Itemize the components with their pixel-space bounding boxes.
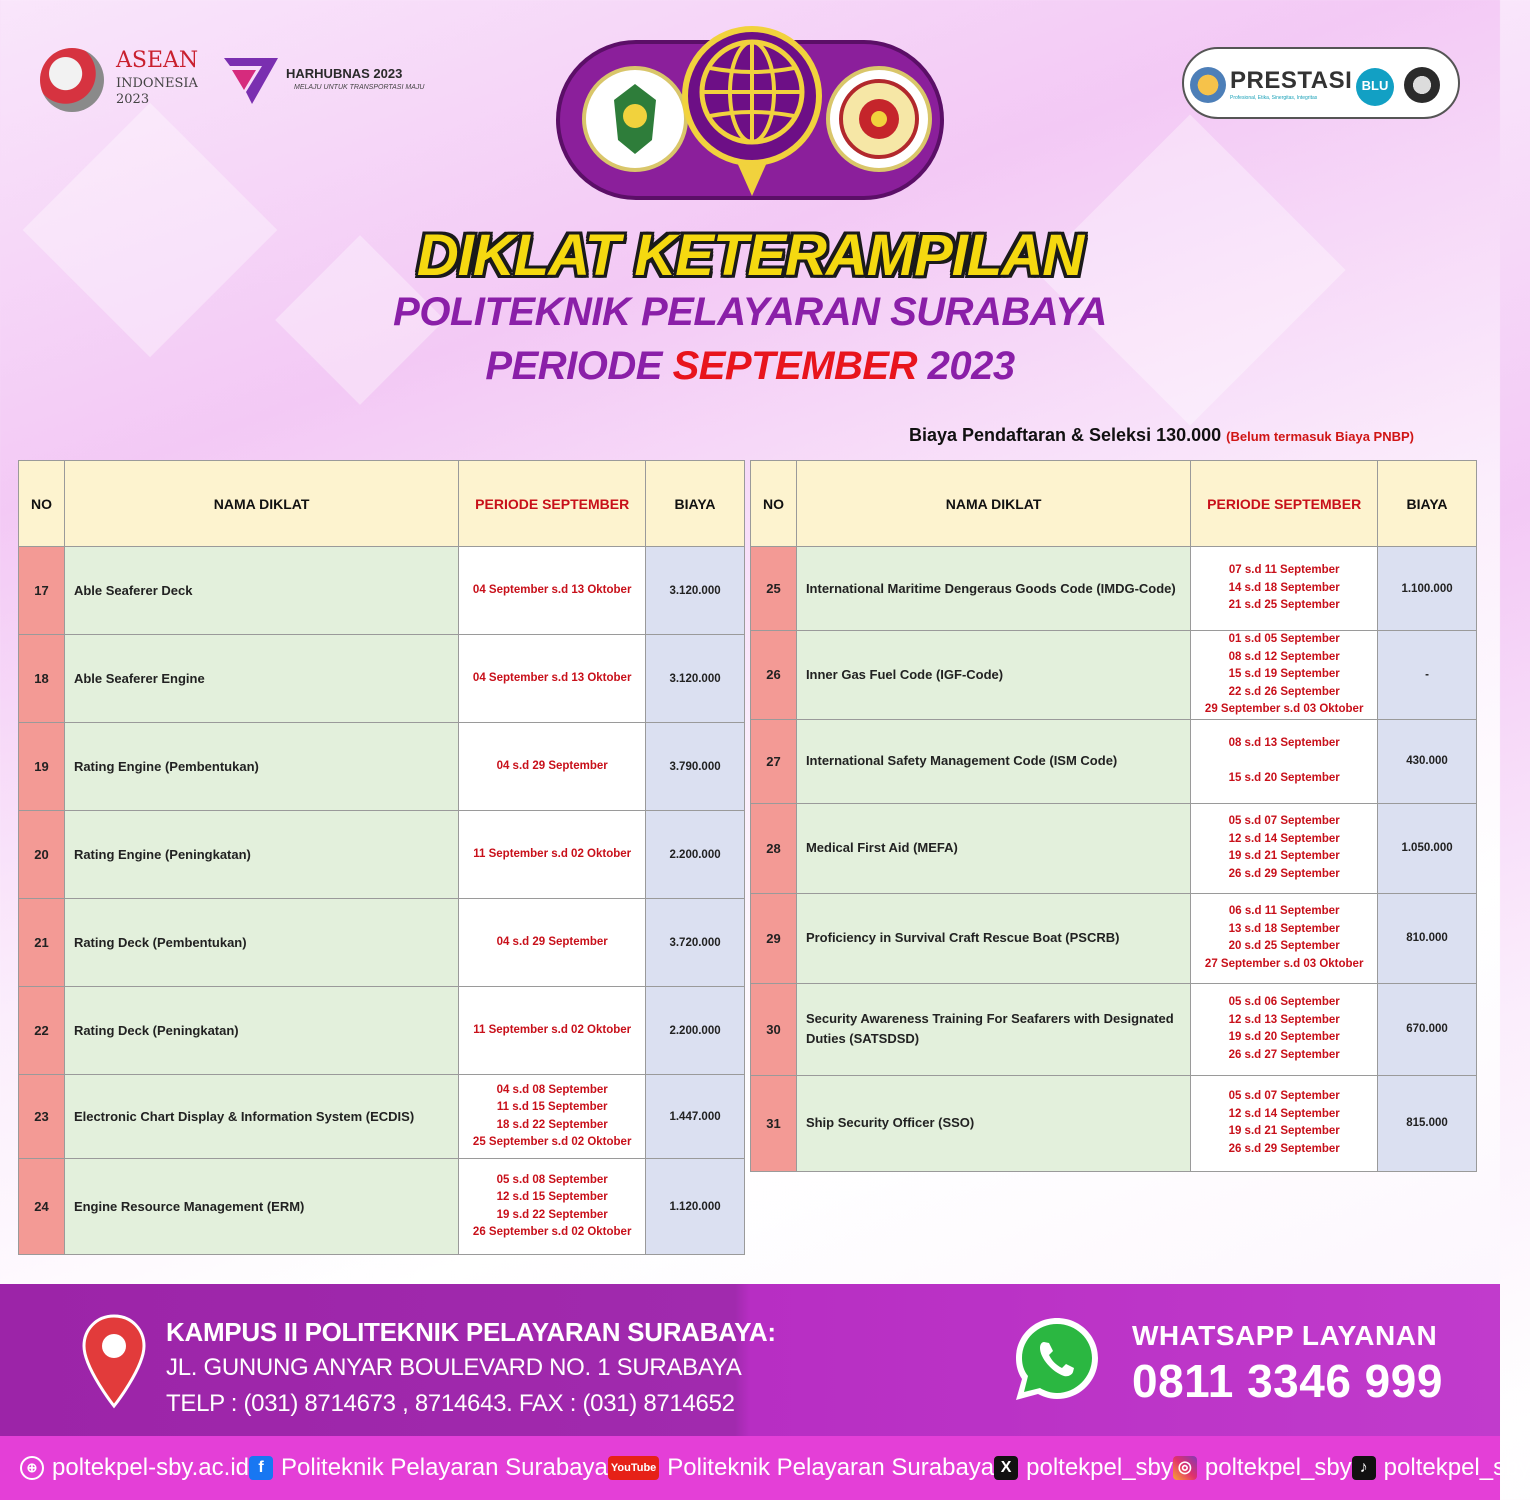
- course-periods: [459, 1159, 646, 1255]
- period-line: 12 s.d 14 September: [1228, 832, 1340, 845]
- course-periods: [1191, 631, 1378, 720]
- schedule-table-left: [18, 460, 745, 1255]
- period-line: 21 s.d 25 September: [1228, 599, 1340, 612]
- registration-fee-disclaimer: (Belum termasuk Biaya PNBP): [1226, 429, 1414, 444]
- whatsapp-contact: [1132, 1318, 1443, 1408]
- prestasi-tagline: Profesional, Etika, Sinergitas, Integritas: [1230, 95, 1318, 101]
- facebook-link[interactable]: Politeknik Pelayaran Surabaya: [281, 1454, 608, 1481]
- asean-country: INDONESIA: [116, 76, 198, 91]
- period-line: 26 s.d 27 September: [1228, 1048, 1340, 1061]
- tiktok-icon: ♪: [1352, 1456, 1376, 1480]
- course-number: 19: [19, 723, 65, 811]
- instagram-link[interactable]: poltekpel_sby: [1204, 1454, 1352, 1481]
- period-line: 25 September s.d 02 Oktober: [472, 1136, 632, 1148]
- course-periods: [1191, 547, 1378, 631]
- campus-address: [166, 1314, 776, 1422]
- course-name: International Maritime Dengeraus Goods Code (IMDG-Code): [796, 547, 1190, 631]
- table-row: [19, 1075, 745, 1159]
- table-row: [751, 803, 1477, 893]
- harhubnas-tagline: MELAJU UNTUK TRANSPORTASI MAJU: [294, 84, 425, 91]
- period-line: 29 September s.d 03 Oktober: [1204, 703, 1364, 715]
- period-year: 2023: [927, 344, 1015, 388]
- column-header-name: NAMA DIKLAT: [64, 461, 458, 547]
- column-header-period: PERIODE SEPTEMBER: [459, 461, 646, 547]
- column-header-name: NAMA DIKLAT: [796, 461, 1190, 547]
- course-name: Rating Deck (Peningkatan): [64, 987, 458, 1075]
- harhubnas-logo: [222, 52, 442, 112]
- course-periods: [459, 723, 646, 811]
- period-line: 12 s.d 14 September: [1228, 1107, 1340, 1120]
- period-line: 11 September s.d 02 Oktober: [473, 847, 632, 860]
- period-line: 05 s.d 07 September: [1228, 815, 1340, 827]
- table-row: [19, 547, 745, 635]
- whatsapp-icon: [1012, 1314, 1102, 1404]
- table-row: [19, 1159, 745, 1255]
- page-title: DIKLAT KETERAMPILAN: [416, 223, 1084, 288]
- period-line: 22 s.d 26 September: [1228, 685, 1340, 698]
- course-fee: -: [1378, 631, 1477, 720]
- period-line: 26 s.d 29 September: [1228, 1142, 1340, 1155]
- table-row: [19, 723, 745, 811]
- page-period: [0, 344, 1500, 389]
- course-fee: 3.120.000: [646, 547, 745, 635]
- column-header-fee: BIAYA: [1378, 461, 1477, 547]
- course-periods: [1191, 983, 1378, 1075]
- social-web[interactable]: [20, 1454, 249, 1482]
- contact-footer: [0, 1284, 1500, 1436]
- period-line: 04 September s.d 13 Oktober: [472, 671, 632, 684]
- course-fee: 3.790.000: [646, 723, 745, 811]
- period-line: 12 s.d 15 September: [496, 1191, 608, 1203]
- registration-fee-label: Biaya Pendaftaran & Seleksi 130.000: [908, 425, 1222, 445]
- period-line: 12 s.d 13 September: [1228, 1013, 1340, 1026]
- whatsapp-label: WHATSAPP LAYANAN: [1132, 1320, 1438, 1351]
- course-name: Rating Deck (Pembentukan): [64, 899, 458, 987]
- course-number: 28: [751, 803, 797, 893]
- course-number: 29: [751, 893, 797, 983]
- course-periods: [459, 1075, 646, 1159]
- course-fee: 2.200.000: [646, 811, 745, 899]
- column-header-period: PERIODE SEPTEMBER: [1191, 461, 1378, 547]
- course-fee: 2.200.000: [646, 987, 745, 1075]
- globe-emblem-icon: [682, 26, 822, 166]
- course-number: 17: [19, 547, 65, 635]
- period-month: SEPTEMBER: [672, 344, 917, 388]
- instagram-icon: ◎: [1173, 1456, 1197, 1480]
- period-line: 19 s.d 20 September: [1228, 1031, 1340, 1043]
- period-line: 05 s.d 07 September: [1228, 1090, 1340, 1102]
- asean-year: 2023: [116, 92, 150, 107]
- period-line: 04 s.d 29 September: [496, 935, 608, 948]
- harhubnas-title: HARHUBNAS 2023: [286, 66, 403, 81]
- course-fee: 3.120.000: [646, 635, 745, 723]
- table-row: [19, 899, 745, 987]
- facebook-icon: f: [249, 1456, 273, 1480]
- period-prefix: PERIODE: [485, 344, 662, 388]
- course-periods: [459, 635, 646, 723]
- period-line: 13 s.d 18 September: [1228, 922, 1340, 935]
- social-youtube[interactable]: [608, 1454, 994, 1482]
- table-row: [751, 983, 1477, 1075]
- period-line: 04 s.d 29 September: [496, 759, 608, 772]
- period-line: 04 s.d 08 September: [496, 1083, 608, 1096]
- whatsapp-number[interactable]: 0811 3346 999: [1132, 1355, 1443, 1407]
- course-periods: [1191, 893, 1378, 983]
- table-row: [19, 811, 745, 899]
- blu-badge: BLU: [1356, 68, 1394, 106]
- social-bar: [0, 1436, 1530, 1500]
- period-line: 19 s.d 21 September: [1228, 850, 1340, 862]
- course-name: Able Seaferer Deck: [64, 547, 458, 635]
- course-number: 30: [751, 983, 797, 1075]
- period-line: 14 s.d 18 September: [1228, 581, 1340, 594]
- table-row: [751, 1075, 1477, 1171]
- asean-emblem-icon: [40, 48, 104, 112]
- social-tiktok[interactable]: [1352, 1454, 1530, 1482]
- period-line: 08 s.d 12 September: [1228, 650, 1340, 663]
- course-fee: 1.050.000: [1378, 803, 1477, 893]
- course-periods: [459, 547, 646, 635]
- course-periods: [1191, 1075, 1378, 1171]
- course-number: 26: [751, 631, 797, 720]
- period-line: 27 September s.d 03 Oktober: [1204, 957, 1364, 970]
- course-periods: [459, 987, 646, 1075]
- course-number: 24: [19, 1159, 65, 1255]
- table-row: [19, 635, 745, 723]
- web-link[interactable]: poltekpel-sby.ac.id: [52, 1454, 249, 1481]
- course-fee: 1.120.000: [646, 1159, 745, 1255]
- course-fee: 1.447.000: [646, 1075, 745, 1159]
- period-line: 26 s.d 29 September: [1228, 867, 1340, 880]
- course-name: Able Seaferer Engine: [64, 635, 458, 723]
- tiktok-link[interactable]: poltekpel_sby: [1383, 1454, 1530, 1481]
- course-number: 23: [19, 1075, 65, 1159]
- youtube-icon: YouTube: [608, 1456, 659, 1480]
- course-name: Medical First Aid (MEFA): [796, 803, 1190, 893]
- period-line: 11 September s.d 02 Oktober: [473, 1023, 632, 1036]
- course-name: Rating Engine (Pembentukan): [64, 723, 458, 811]
- course-name: Inner Gas Fuel Code (IGF-Code): [796, 631, 1190, 720]
- registration-fee-note: [909, 425, 1414, 446]
- globe-icon: ⊕: [20, 1456, 44, 1480]
- period-line: 01 s.d 05 September: [1228, 633, 1340, 645]
- kemenhub-emblem-icon: [582, 66, 688, 172]
- campus-phone: TELP : (031) 8714673 , 8714643. FAX : (031) 8714652: [166, 1390, 735, 1417]
- course-fee: 810.000: [1378, 893, 1477, 983]
- table-row: [751, 547, 1477, 631]
- course-name: Electronic Chart Display & Information System (ECDIS): [64, 1075, 458, 1159]
- course-name: Rating Engine (Peningkatan): [64, 811, 458, 899]
- period-line: 08 s.d 13 September: [1228, 737, 1340, 749]
- period-line: 11 s.d 15 September: [496, 1101, 608, 1113]
- period-line: 19 s.d 22 September: [496, 1208, 608, 1221]
- table-row: [751, 631, 1477, 720]
- course-name: Ship Security Officer (SSO): [796, 1075, 1190, 1171]
- period-line: 18 s.d 22 September: [496, 1118, 608, 1131]
- schedule-table-right: [750, 460, 1477, 1172]
- asean-logo: [40, 44, 200, 114]
- course-fee: 3.720.000: [646, 899, 745, 987]
- location-pin-icon: [82, 1314, 146, 1410]
- youtube-link[interactable]: Politeknik Pelayaran Surabaya: [667, 1454, 995, 1481]
- period-line: 26 September s.d 02 Oktober: [472, 1226, 632, 1238]
- course-fee: 1.100.000: [1378, 547, 1477, 631]
- course-number: 27: [751, 719, 797, 803]
- table-row: [751, 719, 1477, 803]
- course-number: 25: [751, 547, 797, 631]
- course-periods: [459, 811, 646, 899]
- course-name: International Safety Management Code (ISM Code): [796, 719, 1190, 803]
- period-line: 19 s.d 21 September: [1228, 1125, 1340, 1137]
- page-subtitle: POLITEKNIK PELAYARAN SURABAYA: [393, 290, 1107, 334]
- period-line: 06 s.d 11 September: [1228, 905, 1340, 917]
- period-line: 20 s.d 25 September: [1228, 940, 1340, 952]
- period-line: 15 s.d 20 September: [1228, 771, 1340, 784]
- prestasi-word: PRESTASI: [1230, 67, 1353, 94]
- period-line: 15 s.d 19 September: [1228, 668, 1340, 680]
- social-instagram[interactable]: [1173, 1454, 1352, 1482]
- shield-badge-icon: [1404, 67, 1440, 103]
- prestasi-logo: [1182, 47, 1460, 119]
- asean-title: ASEAN: [116, 48, 199, 73]
- course-periods: [1191, 803, 1378, 893]
- column-header-fee: BIAYA: [646, 461, 745, 547]
- badge-icon: [1190, 67, 1226, 103]
- course-periods: [1191, 719, 1378, 803]
- table-row: [19, 987, 745, 1075]
- course-name: Security Awareness Training For Seafarers with Designated Duties (SATSDSD): [796, 983, 1190, 1075]
- table-row: [751, 893, 1477, 983]
- social-facebook[interactable]: [249, 1454, 608, 1482]
- campus-street: JL. GUNUNG ANYAR BOULEVARD NO. 1 SURABAYA: [166, 1354, 742, 1381]
- period-line: 05 s.d 08 September: [496, 1173, 608, 1186]
- harhubnas-mark-icon: [222, 52, 280, 108]
- course-name: Engine Resource Management (ERM): [64, 1159, 458, 1255]
- course-number: 18: [19, 635, 65, 723]
- period-spacer: [1191, 753, 1377, 770]
- column-header-no: NO: [19, 461, 65, 547]
- column-header-no: NO: [751, 461, 797, 547]
- poltekpel-emblem-icon: [826, 66, 932, 172]
- period-line: 04 September s.d 13 Oktober: [472, 583, 632, 596]
- period-line: 07 s.d 11 September: [1228, 564, 1340, 577]
- course-periods: [459, 899, 646, 987]
- x-icon: X: [994, 1456, 1018, 1480]
- course-number: 31: [751, 1075, 797, 1171]
- x-link[interactable]: poltekpel_sby: [1026, 1454, 1173, 1481]
- course-fee: 815.000: [1378, 1075, 1477, 1171]
- institution-emblems: [556, 40, 944, 200]
- campus-name: KAMPUS II POLITEKNIK PELAYARAN SURABAYA:: [166, 1317, 776, 1347]
- social-x[interactable]: [994, 1454, 1173, 1482]
- course-number: 22: [19, 987, 65, 1075]
- course-number: 21: [19, 899, 65, 987]
- course-name: Proficiency in Survival Craft Rescue Boat (PSCRB): [796, 893, 1190, 983]
- period-line: 05 s.d 06 September: [1228, 996, 1340, 1008]
- course-fee: 670.000: [1378, 983, 1477, 1075]
- course-number: 20: [19, 811, 65, 899]
- course-fee: 430.000: [1378, 719, 1477, 803]
